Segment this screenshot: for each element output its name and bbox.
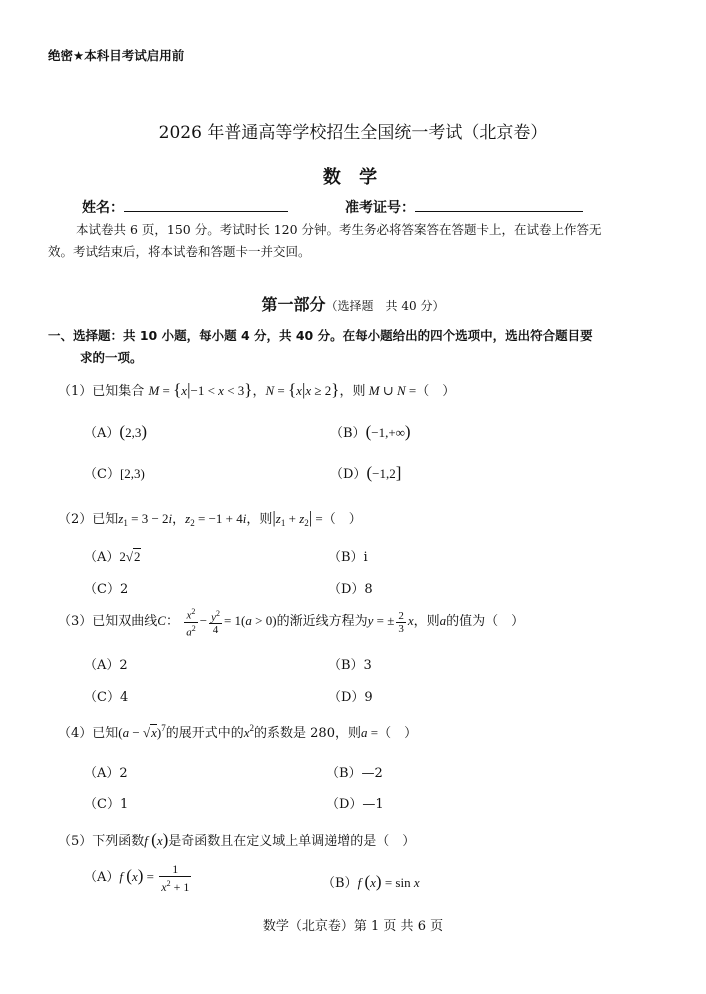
question-3-math-a: a — [439, 613, 447, 629]
option-label: （D）9 — [328, 690, 373, 705]
option-label: （D）—1 — [326, 797, 384, 812]
question-1 — [58, 380, 455, 399]
option-label: （B） — [322, 876, 358, 891]
option-label: （C） — [84, 467, 120, 482]
instructions-line-2: 效。考试结束后，将本试卷和答题卡一并交回。 — [48, 244, 311, 259]
page-footer: 数学（北京卷）第 1 页 共 6 页 — [262, 919, 444, 934]
option-label: （B）i — [328, 550, 368, 565]
question-5-prefix: 下列函数 — [92, 834, 145, 849]
option-label: （A） — [84, 426, 120, 441]
question-1-paren: （ ） — [416, 384, 456, 399]
question-3-number: （3） — [58, 614, 93, 630]
question-5-math-fx: f (x) — [144, 830, 169, 849]
part-one-subtitle: （选择题 共 40 分） — [325, 299, 445, 313]
option-label: （D） — [330, 467, 367, 482]
option-math: (−1,2] — [366, 463, 402, 482]
option-label: （A）2 — [84, 658, 128, 673]
question-3-math-asymptote: y = ± $\frac{2}{3}$ x — [367, 609, 414, 635]
question-2-option-c[interactable] — [84, 578, 128, 597]
option-label: （A） — [84, 869, 120, 885]
option-math: f (x) = sin x — [357, 872, 420, 891]
question-1-option-a[interactable] — [84, 422, 147, 441]
question-3-middle: 的渐近线方程为 — [276, 614, 368, 630]
section-one-line-1: 一、选择题：共 10 小题，每小题 4 分，共 40 分。在每小题给出的四个选项中，选出符合题目要 — [48, 328, 593, 343]
question-2-option-d[interactable] — [328, 578, 373, 597]
part-one-heading — [0, 292, 706, 315]
option-label: （A） — [84, 550, 120, 565]
question-4-math-x2: $x^2$ — [243, 723, 255, 740]
section-one-line-2: 求的一项。 — [80, 350, 143, 365]
question-4-prefix: 已知 — [92, 726, 119, 741]
instructions-line-1: 本试卷共 6 页，150 分。考试时长 120 分钟。考生务必将答案答在答题卡上，在试卷上作答无 — [76, 222, 602, 237]
confidential-header: 绝密★本科目考试启用前 — [48, 48, 185, 63]
option-label: （D）8 — [328, 582, 373, 597]
question-1-number: （1） — [58, 384, 93, 399]
question-3-option-c[interactable] — [84, 686, 128, 705]
option-math: 2√2 — [119, 549, 141, 564]
option-math: (2,3) — [119, 422, 147, 441]
question-3 — [58, 606, 524, 638]
question-3-suffix: ，则 — [413, 614, 440, 630]
question-3-option-b[interactable] — [328, 654, 372, 673]
subject-title: 数 学 — [322, 167, 384, 188]
option-label: （A）2 — [84, 766, 128, 781]
option-math: (−1,+∞) — [365, 422, 411, 441]
question-4-math-binomial: $(a - √x)^7$ — [118, 723, 166, 740]
id-label: 准考证号： — [345, 200, 415, 216]
exam-title: 2026 年普通高等学校招生全国统一考试（北京卷） — [158, 123, 548, 143]
question-4-number: （4） — [58, 726, 93, 741]
question-4-option-b[interactable] — [326, 762, 383, 781]
option-label: （B）3 — [328, 658, 372, 673]
question-4-suffix: 的系数是 280，则 — [254, 726, 361, 741]
question-2-prefix: 已知 — [92, 512, 119, 527]
question-5-suffix: 是奇函数且在定义域上单调递增的是（ ） — [168, 834, 416, 849]
question-3-math-hyperbola: C： $\frac{x^2}{a^2}$ − $\frac{y^2}{4}$ = 1(a > 0) — [157, 607, 277, 639]
question-4 — [58, 722, 417, 741]
question-4-option-a[interactable] — [84, 762, 128, 781]
question-3-prefix: 已知双曲线 — [92, 614, 158, 630]
question-3-option-a[interactable] — [84, 654, 128, 673]
question-1-option-d[interactable] — [330, 463, 401, 482]
question-1-math-union: M ∪ N = — [368, 383, 417, 398]
question-2-option-a[interactable] — [84, 546, 141, 565]
part-one-title: 第一部分 — [261, 295, 326, 314]
question-1-option-c[interactable] — [84, 463, 145, 482]
option-label: （C）4 — [84, 690, 129, 705]
question-1-math-sets: M = {x|−1 < x < 3}，N = {x|x ≥ 2} — [148, 380, 340, 399]
question-2-option-b[interactable] — [328, 546, 368, 565]
question-1-suffix: ，则 — [339, 384, 366, 399]
option-label: （C）2 — [84, 582, 129, 597]
name-label: 姓名： — [82, 200, 124, 216]
question-2-math-z: $z_1 = 3 - 2i$，$z_2 = -1 + 4i$ — [118, 511, 247, 528]
question-2-number: （2） — [58, 512, 93, 527]
question-3-option-d[interactable] — [328, 686, 373, 705]
id-blank[interactable] — [415, 196, 583, 212]
question-3-suffix2: 的值为（ ） — [446, 614, 525, 630]
id-field — [345, 196, 583, 217]
option-label: （C）1 — [84, 797, 129, 812]
question-4-option-d[interactable] — [326, 793, 384, 812]
name-blank[interactable] — [124, 196, 288, 212]
question-2 — [58, 508, 362, 528]
question-4-option-c[interactable] — [84, 793, 128, 812]
question-4-paren: （ ） — [378, 726, 418, 741]
name-field — [82, 196, 288, 217]
option-label: （B） — [330, 426, 366, 441]
question-4-middle: 的展开式中的 — [165, 726, 244, 741]
question-5-number: （5） — [58, 834, 93, 849]
question-5-option-a[interactable] — [84, 862, 193, 894]
question-1-prefix: 已知集合 — [92, 384, 145, 399]
option-label: （B）—2 — [326, 766, 383, 781]
option-math: f (x) = $\frac{1}{x^2 + 1}$ — [119, 862, 190, 894]
question-5 — [58, 830, 415, 849]
question-2-suffix: ，则 — [246, 512, 273, 527]
question-2-math-abs: $|z_1 + z_2|$ = — [272, 508, 323, 528]
option-math: [2,3) — [119, 466, 145, 481]
question-1-option-b[interactable] — [330, 422, 411, 441]
question-4-math-a: a = — [360, 725, 379, 740]
question-2-paren: （ ） — [322, 512, 362, 527]
question-5-option-b[interactable] — [322, 872, 420, 891]
